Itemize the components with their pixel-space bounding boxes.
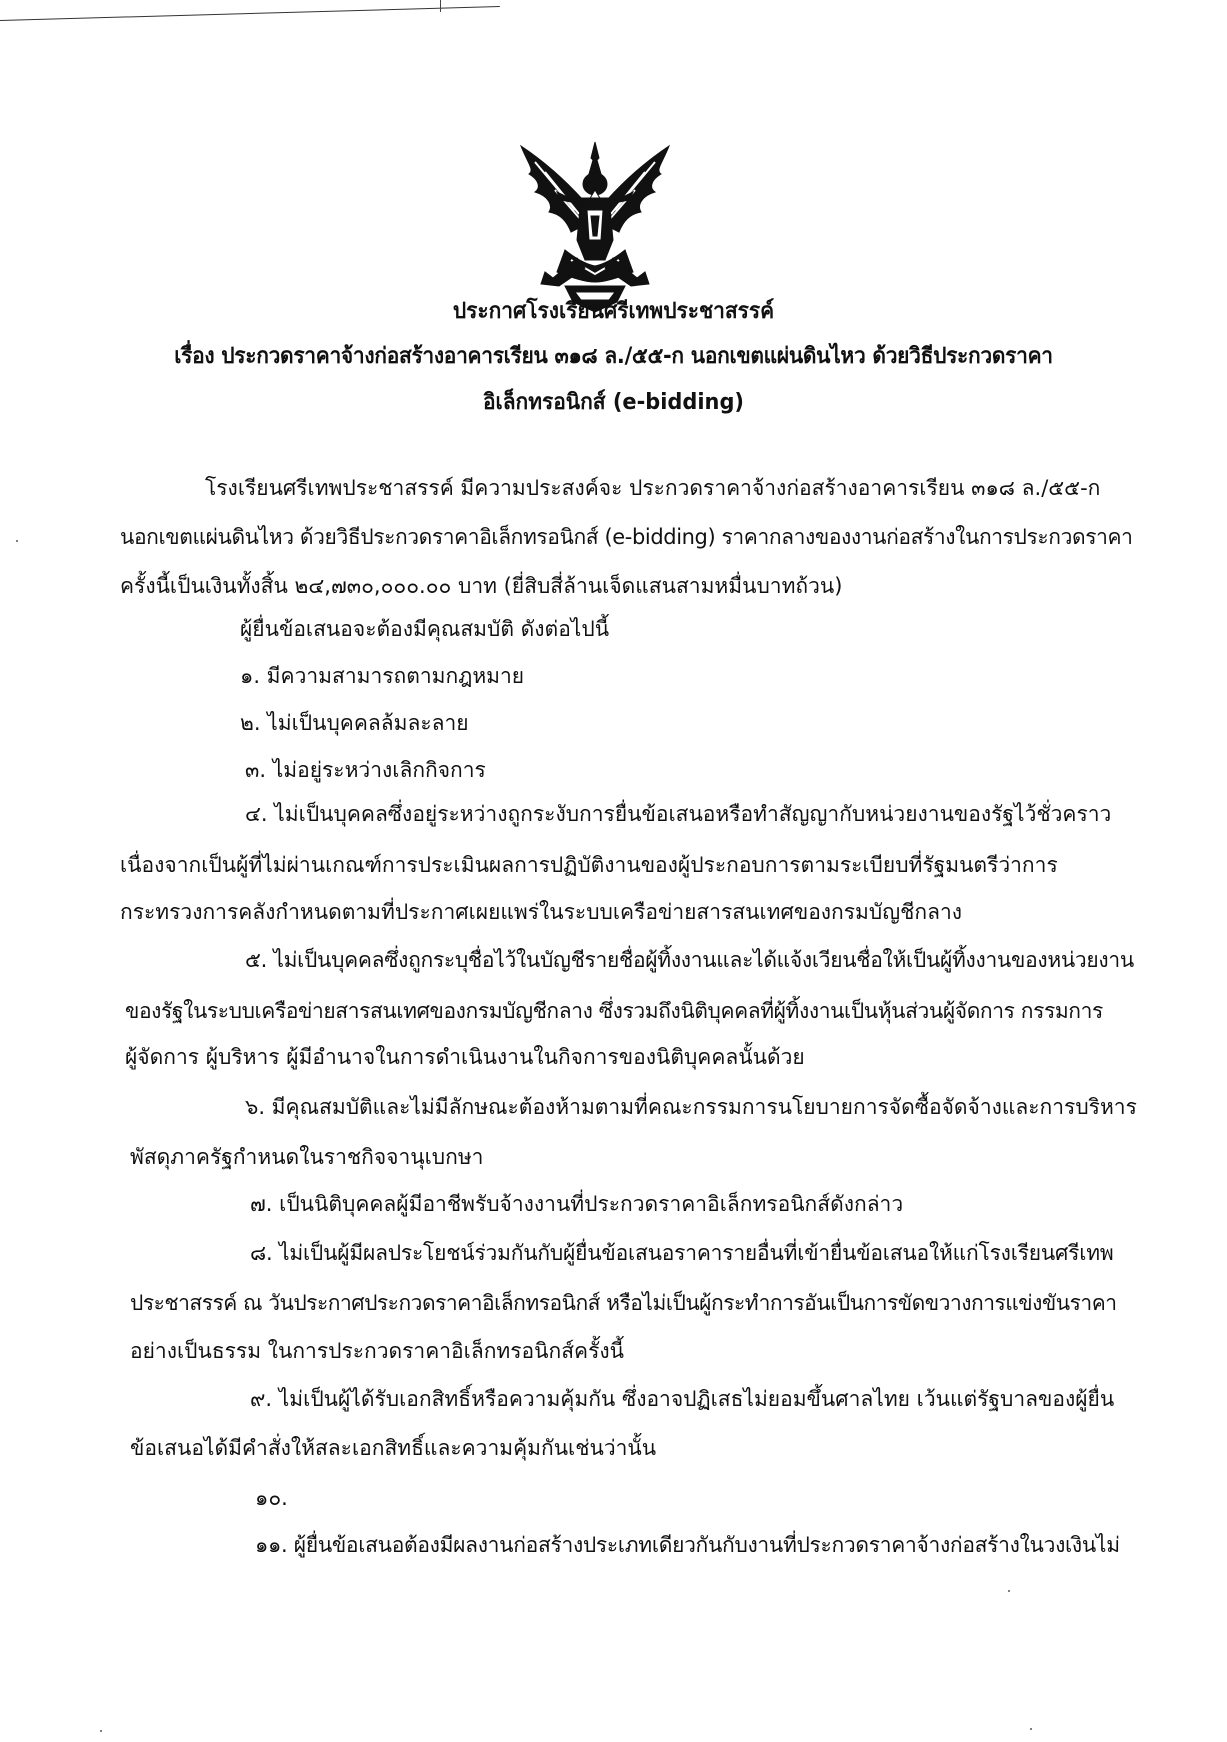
qualification-4-line-2: เนื่องจากเป็นผู้ที่ไม่ผ่านเกณฑ์การประเมินผลการปฏิบัติงานของผู้ประกอบการตามระเบียบที่รัฐมนตรีว่าการ [120, 853, 1058, 877]
announcement-subject-line-2: อิเล็กทรอนิกส์ (e-bidding) [482, 390, 744, 415]
scan-artifact-tick [440, 0, 441, 12]
qualification-5-line-1: ๕. ไม่เป็นบุคคลซึ่งถูกระบุชื่อไว้ในบัญชีรายชื่อผู้ทิ้งงานและได้แจ้งเวียนชื่อให้เป็นผู้ทิ้งงานของหน่วยงาน [245, 948, 1134, 972]
qualification-1: ๑. มีความสามารถตามกฎหมาย [240, 664, 525, 688]
qualification-9-line-1: ๙. ไม่เป็นผู้ได้รับเอกสิทธิ์หรือความคุ้มกัน ซึ่งอาจปฏิเสธไม่ยอมขึ้นศาลไทย เว้นแต่รัฐบาลของผู้ยื่น [250, 1387, 1115, 1411]
qualification-2: ๒. ไม่เป็นบุคคลล้มละลาย [240, 711, 469, 735]
announcement-subject-line-1: เรื่อง ประกวดราคาจ้างก่อสร้างอาคารเรียน ๓๑๘ ล./๕๕-ก นอกเขตแผ่นดินไหว ด้วยวิธีประกวดราคา [174, 344, 1053, 369]
qualifications-intro: ผู้ยื่นข้อเสนอจะต้องมีคุณสมบัติ ดังต่อไปนี้ [240, 617, 610, 641]
scan-speck [1008, 1590, 1010, 1592]
qualification-4-line-3: กระทรวงการคลังกำหนดตามที่ประกาศเผยแพร่ในระบบเครือข่ายสารสนเทศของกรมบัญชีกลาง [120, 900, 962, 924]
qualification-5-line-3: ผู้จัดการ ผู้บริหาร ผู้มีอำนาจในการดำเนินงานในกิจการของนิติบุคคลนั้นด้วย [125, 1045, 805, 1069]
qualification-10: ๑๐. [255, 1486, 288, 1510]
garuda-emblem-icon [505, 140, 685, 315]
announcement-title: ประกาศโรงเรียนศรีเทพประชาสรรค์ [452, 299, 775, 324]
qualification-5-line-2: ของรัฐในระบบเครือข่ายสารสนเทศของกรมบัญชีกลาง ซึ่งรวมถึงนิติบุคคลที่ผู้ทิ้งงานเป็นหุ้นส่วนผู้จัดการ กรรมการ [125, 999, 1103, 1023]
qualification-7: ๗. เป็นนิติบุคคลผู้มีอาชีพรับจ้างงานที่ประกวดราคาอิเล็กทรอนิกส์ดังกล่าว [250, 1192, 904, 1216]
intro-line-2: นอกเขตแผ่นดินไหว ด้วยวิธีประกวดราคาอิเล็กทรอนิกส์ (e-bidding) ราคากลางของงานก่อสร้างในการประกวดราคา [120, 525, 1133, 549]
qualification-4-line-1: ๔. ไม่เป็นบุคคลซึ่งอยู่ระหว่างถูกระงับการยื่นข้อเสนอหรือทำสัญญากับหน่วยงานของรัฐไว้ชั่วคราว [245, 802, 1112, 826]
scan-artifact-line [0, 6, 500, 21]
qualification-11-line-1: ๑๑. ผู้ยื่นข้อเสนอต้องมีผลงานก่อสร้างประเภทเดียวกันกับงานที่ประกวดราคาจ้างก่อสร้างในวงเงินไม่ [255, 1533, 1120, 1557]
intro-line-1: โรงเรียนศรีเทพประชาสรรค์ มีความประสงค์จะ ประกวดราคาจ้างก่อสร้างอาคารเรียน ๓๑๘ ล./๕๕-ก [205, 476, 1101, 500]
qualification-6-line-2: พัสดุภาครัฐกำหนดในราชกิจจานุเบกษา [130, 1145, 484, 1169]
qualification-3: ๓. ไม่อยู่ระหว่างเลิกกิจการ [245, 758, 486, 782]
scan-speck [100, 1730, 102, 1732]
scan-speck [1030, 1728, 1032, 1730]
intro-line-3: ครั้งนี้เป็นเงินทั้งสิ้น ๒๔,๗๓๐,๐๐๐.๐๐ บาท (ยี่สิบสี่ล้านเจ็ดแสนสามหมื่นบาทถ้วน) [120, 574, 843, 598]
qualification-6-line-1: ๖. มีคุณสมบัติและไม่มีลักษณะต้องห้ามตามที่คณะกรรมการนโยบายการจัดซื้อจัดจ้างและการบริหาร [245, 1095, 1137, 1119]
qualification-8-line-3: อย่างเป็นธรรม ในการประกวดราคาอิเล็กทรอนิกส์ครั้งนี้ [130, 1339, 624, 1363]
qualification-9-line-2: ข้อเสนอได้มีคำสั่งให้สละเอกสิทธิ์และความคุ้มกันเช่นว่านั้น [130, 1436, 657, 1460]
qualification-8-line-1: ๘. ไม่เป็นผู้มีผลประโยชน์ร่วมกันกับผู้ยื่นข้อเสนอราคารายอื่นที่เข้ายื่นข้อเสนอให้แก่โรงเรียนศรีเทพ [250, 1241, 1114, 1265]
scan-speck [16, 540, 18, 542]
qualification-8-line-2: ประชาสรรค์ ณ วันประกาศประกวดราคาอิเล็กทรอนิกส์ หรือไม่เป็นผู้กระทำการอันเป็นการขัดขวางการแข่งขันราคา [130, 1291, 1117, 1315]
